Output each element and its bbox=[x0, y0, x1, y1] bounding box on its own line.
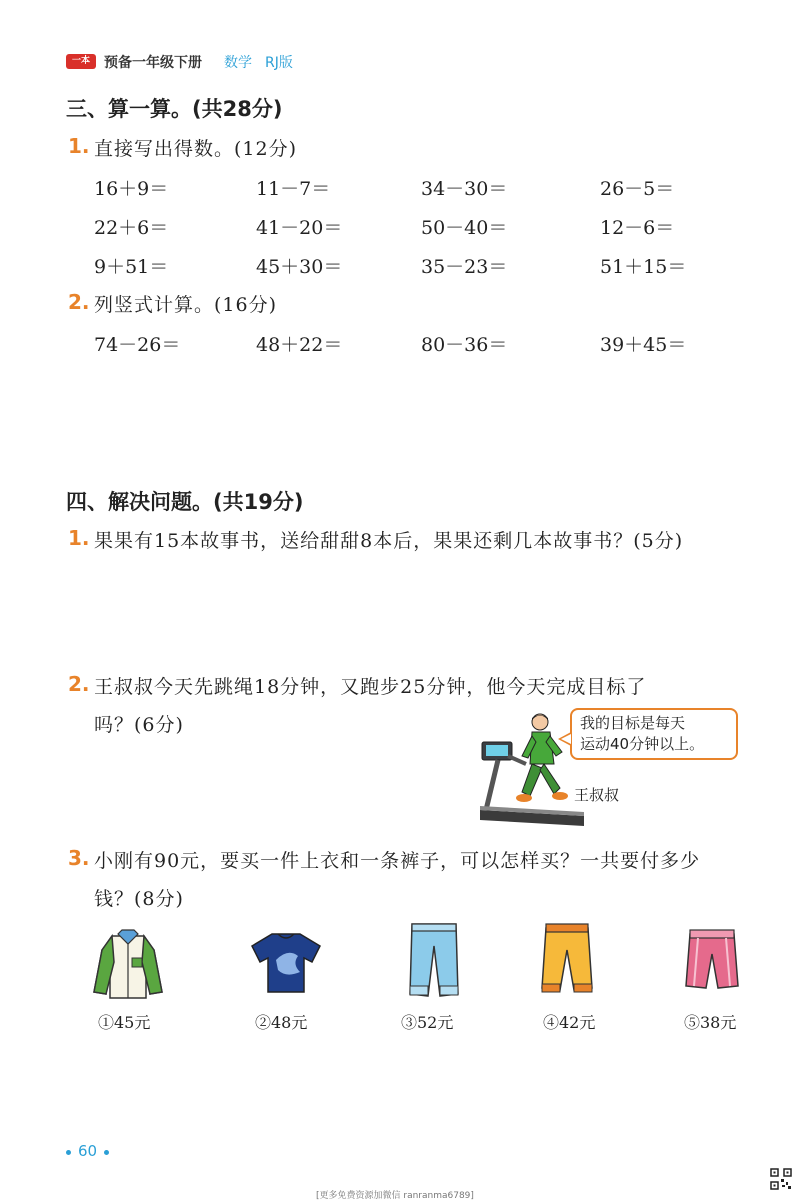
section-4-title: 四、解决问题。(共19分) bbox=[66, 490, 304, 514]
question-text: 直接写出得数。(12分) bbox=[94, 138, 298, 160]
item-price: ②48元 bbox=[255, 1013, 308, 1032]
speech-bubble-tail-inner bbox=[561, 734, 571, 744]
expression: 74－26＝ bbox=[94, 334, 181, 356]
question-number: 3. bbox=[68, 846, 90, 870]
expression: 16＋9＝ bbox=[94, 178, 169, 200]
qr-code-icon bbox=[770, 1168, 792, 1190]
expression: 11－7＝ bbox=[256, 178, 331, 200]
expression: 9＋51＝ bbox=[94, 256, 169, 278]
expression: 80－36＝ bbox=[421, 334, 508, 356]
item-price: ①45元 bbox=[98, 1013, 151, 1032]
item-price: ④42元 bbox=[543, 1013, 596, 1032]
page-number: 60 bbox=[78, 1142, 98, 1160]
question-text-cont: 吗？(6分) bbox=[94, 714, 184, 736]
expression: 51＋15＝ bbox=[600, 256, 687, 278]
jacket-icon bbox=[90, 928, 166, 1004]
expression: 26－5＝ bbox=[600, 178, 675, 200]
expression: 50－40＝ bbox=[421, 217, 508, 239]
footer-note: [更多免费资源加微信 ranranma6789] bbox=[316, 1191, 474, 1201]
question-number: 1. bbox=[68, 134, 90, 158]
item-price: ③52元 bbox=[401, 1013, 454, 1032]
expression: 22＋6＝ bbox=[94, 217, 169, 239]
question-text: 王叔叔今天先跳绳18分钟，又跑步25分钟，他今天完成目标了 bbox=[94, 676, 647, 698]
expression: 34－30＝ bbox=[421, 178, 508, 200]
question-number: 2. bbox=[68, 290, 90, 314]
long-pants-icon bbox=[406, 920, 462, 1000]
question-text: 果果有15本故事书，送给甜甜8本后，果果还剩几本故事书？(5分) bbox=[94, 530, 684, 552]
expression: 45＋30＝ bbox=[256, 256, 343, 278]
speech-bubble bbox=[570, 708, 738, 760]
shorts-icon bbox=[684, 928, 740, 994]
item-price: ⑤38元 bbox=[684, 1013, 737, 1032]
question-text: 小刚有90元，要买一件上衣和一条裤子，可以怎样买？一共要付多少 bbox=[94, 850, 701, 872]
subject-label: 数学 bbox=[224, 55, 252, 71]
question-text-cont: 钱？(8分) bbox=[94, 888, 184, 910]
jogger-pants-icon bbox=[538, 922, 596, 998]
expression: 41－20＝ bbox=[256, 217, 343, 239]
tshirt-icon bbox=[248, 930, 324, 996]
page-dot bbox=[104, 1150, 109, 1155]
expression: 35－23＝ bbox=[421, 256, 508, 278]
expression: 48＋22＝ bbox=[256, 334, 343, 356]
edition-label: RJ版 bbox=[265, 55, 293, 71]
question-number: 2. bbox=[68, 672, 90, 696]
expression: 12－6＝ bbox=[600, 217, 675, 239]
question-text: 列竖式计算。(16分) bbox=[94, 294, 278, 316]
brand-badge: 一本 bbox=[66, 54, 96, 69]
person-label: 王叔叔 bbox=[574, 786, 620, 804]
expression: 39＋45＝ bbox=[600, 334, 687, 356]
book-title: 预备一年级下册 bbox=[104, 55, 202, 71]
page-dot bbox=[66, 1150, 71, 1155]
section-3-title: 三、算一算。(共28分) bbox=[66, 97, 283, 121]
speech-bubble-line: 我的目标是每天 bbox=[580, 714, 686, 732]
speech-bubble-line: 运动40分钟以上。 bbox=[580, 735, 705, 753]
question-number: 1. bbox=[68, 526, 90, 550]
